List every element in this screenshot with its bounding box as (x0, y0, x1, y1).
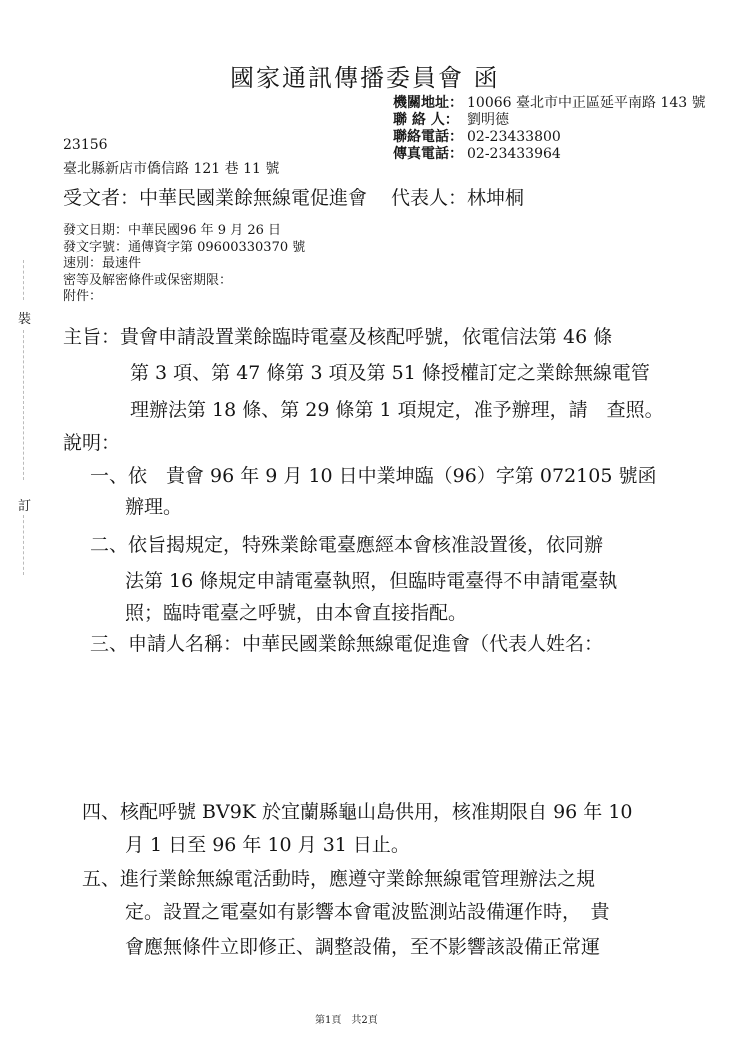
recipient-name: 中華民國業餘無線電促進會 (139, 187, 368, 209)
page-total: 共2頁 (351, 1015, 378, 1026)
item-5-line-3: 會應無條件立即修正、調整設備，至不影響該設備正常運 (125, 936, 601, 958)
subject-line-1: 主旨：貴會申請設置業餘臨時電臺及核配呼號，依電信法第 46 條 (63, 326, 613, 348)
recipient-label: 受文者： (63, 187, 140, 209)
recipient-address: 臺北縣新店市僑信路 121 巷 11 號 (63, 161, 280, 177)
subject-line-2: 第 3 項、第 47 條第 3 項及第 51 條授權訂定之業餘無線電管 (130, 362, 650, 384)
confidentiality: 密等及解密條件或保密期限： (63, 272, 233, 288)
item-2-line-1: 二、依旨揭規定，特殊業餘電臺應經本會核准設置後，依同辦 (90, 534, 604, 556)
item-4-line-2: 月 1 日至 96 年 10 月 31 日止。 (125, 834, 410, 856)
fax-label: 傳真電話： (393, 146, 463, 162)
explanation-heading: 說明： (63, 432, 121, 454)
attachments: 附件： (63, 289, 103, 304)
contact-person-row (393, 112, 706, 129)
binding-dashed-line (23, 515, 25, 575)
item-2-line-2: 法第 16 條規定申請電臺執照，但臨時電臺得不申請電臺執 (125, 570, 618, 592)
item-4-line-1: 四、核配呼號 BV9K 於宜蘭縣龜山島供用，核准期限自 96 年 10 (82, 801, 633, 823)
urgency: 速別：最速件 (63, 256, 142, 271)
binding-mark-bottom: 訂 (18, 499, 32, 514)
dispatch-meta (63, 223, 305, 306)
postal-code: 23156 (63, 137, 108, 153)
item-5-line-1: 五、進行業餘無線電活動時，應遵守業餘無線電管理辦法之規 (82, 868, 596, 890)
item-2-line-3: 照；臨時電臺之呼號，由本會直接指配。 (125, 602, 468, 624)
agency-address-label: 機關地址： (393, 95, 463, 111)
contact-phone-row (393, 129, 706, 146)
contact-person-label: 聯 絡 人： (393, 112, 459, 128)
agency-contact-info (393, 95, 706, 163)
binding-dashed-line (23, 330, 25, 480)
page-footer (315, 1011, 378, 1026)
representative-label: 代表人： (391, 187, 468, 209)
document-title: 國家通訊傳播委員會 函 (230, 64, 500, 92)
binding-mark-top: 裝 (18, 312, 32, 327)
fax-row (393, 146, 706, 163)
dispatch-date: 發文日期：中華民國96 年 9 月 26 日 (63, 223, 282, 238)
item-5-line-2: 定。設置之電臺如有影響本會電波監測站設備運作時， 貴 (125, 901, 610, 923)
representative-name: 林坤桐 (467, 187, 525, 209)
agency-address-value: 10066 臺北市中正區延平南路 143 號 (467, 95, 706, 111)
subject-line-3: 理辦法第 18 條、第 29 條第 1 項規定，准予辦理，請 查照。 (130, 399, 664, 421)
contact-phone-value: 02-23433800 (467, 129, 561, 145)
page-number: 第1頁 (315, 1015, 342, 1026)
item-1-line-1: 一、依 貴會 96 年 9 月 10 日中業坤臨（96）字第 072105 號函 (90, 465, 657, 487)
contact-phone-label: 聯絡電話： (393, 129, 463, 145)
item-1-line-2: 辦理。 (125, 496, 183, 518)
contact-person-value: 劉明德 (467, 112, 509, 128)
item-3-line-1: 三、申請人名稱：中華民國業餘無線電促進會（代表人姓名： (90, 633, 604, 655)
dispatch-number: 發文字號：通傳資字第 09600330370 號 (63, 239, 306, 255)
agency-address-row (393, 95, 706, 112)
fax-value: 02-23433964 (467, 146, 561, 162)
binding-dashed-line (23, 260, 25, 300)
recipient-line (63, 183, 524, 210)
